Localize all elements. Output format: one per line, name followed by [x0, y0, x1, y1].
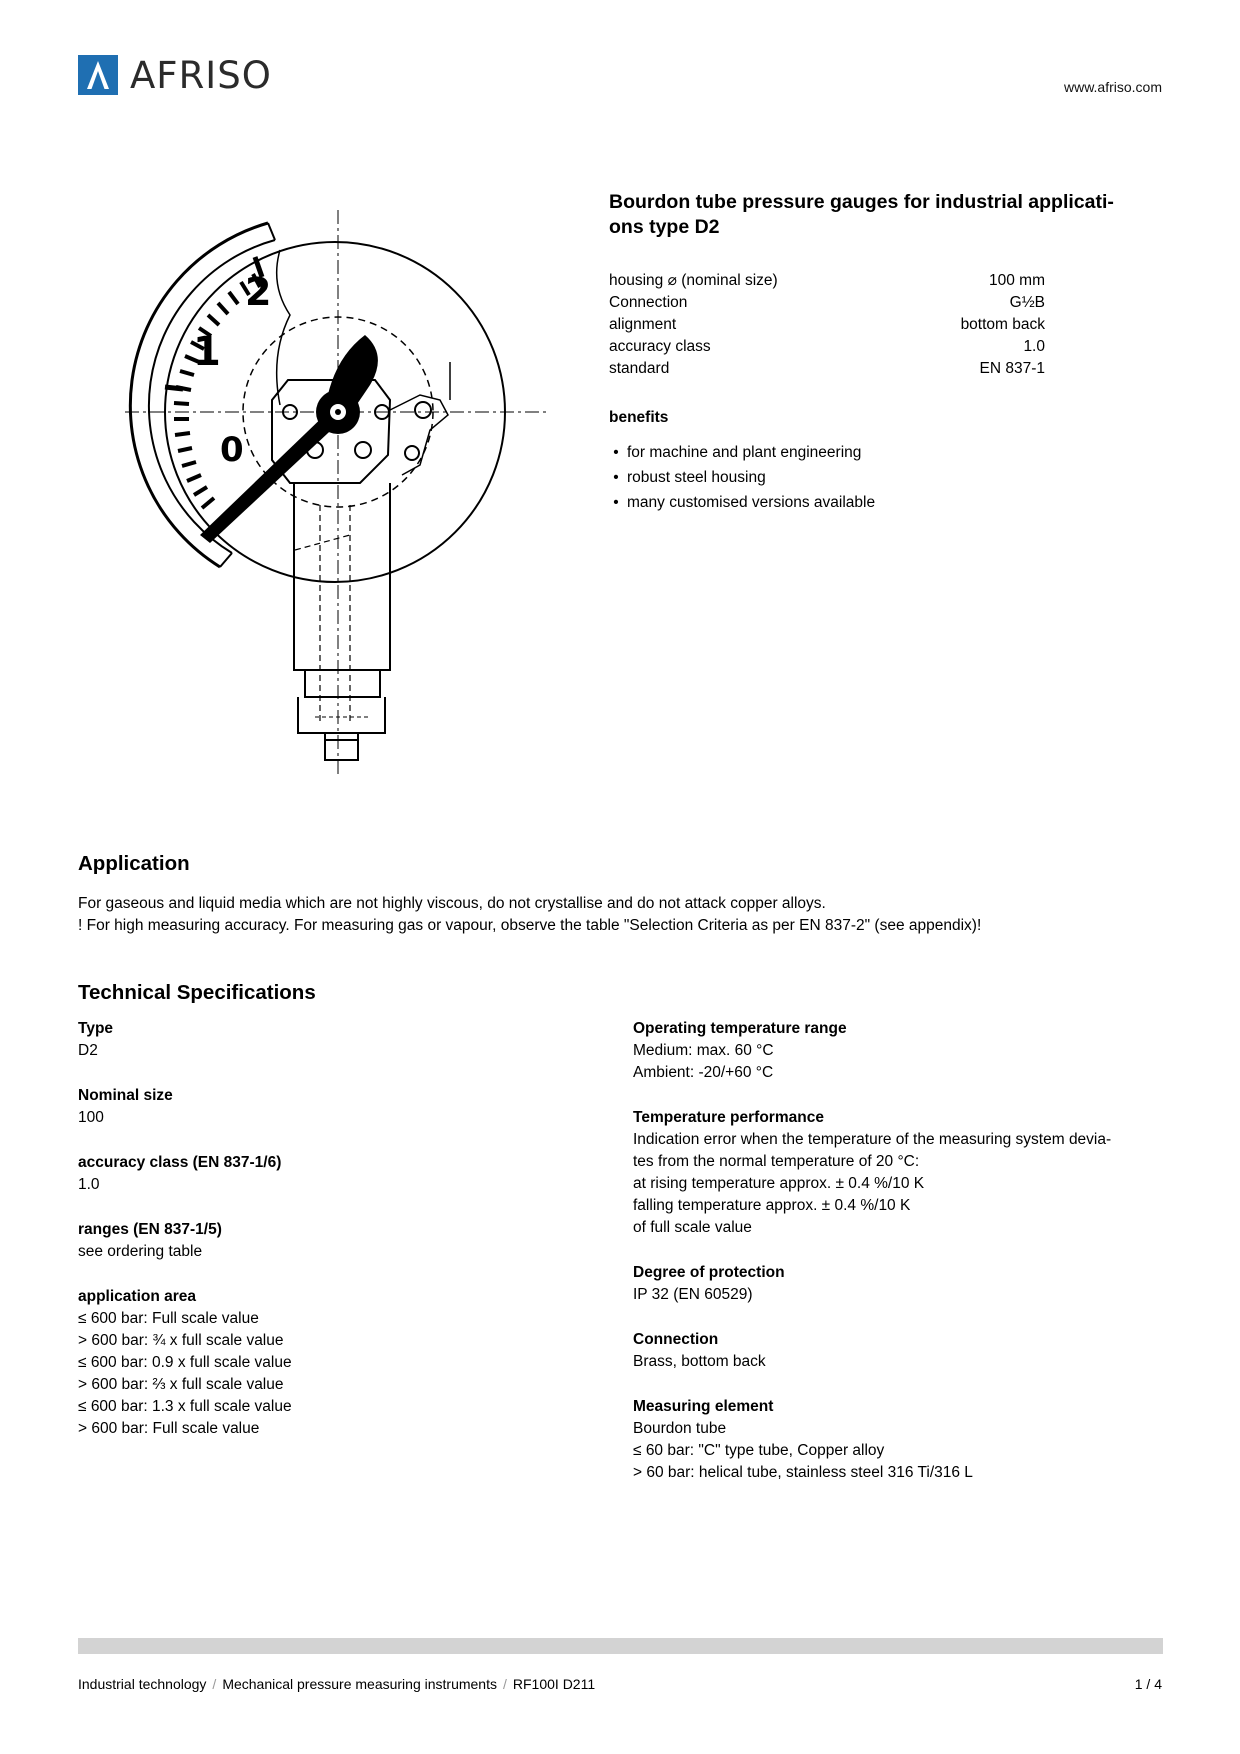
spec-value: bottom back [960, 316, 1045, 333]
product-title-line-1: Bourdon tube pressure gauges for industrial applicati- [609, 191, 1114, 213]
spec-value: EN 837-1 [979, 360, 1045, 377]
benefit-item: • many customised versions available [609, 490, 875, 515]
spec-block-value: IP 32 (EN 60529) [633, 1286, 753, 1303]
spec-label: accuracy class [609, 338, 711, 355]
spec-block-value: ≤ 600 bar: Full scale value [78, 1310, 259, 1327]
application-note: ! For high measuring accuracy. For measuring gas or vapour, observe the table "Selection Criteria as per EN 837-2" (see appendix)! [78, 917, 982, 934]
spec-value: G½B [1009, 294, 1045, 311]
benefits-list [609, 440, 875, 515]
spec-block-label: application area [78, 1288, 197, 1305]
application-heading: Application [78, 852, 190, 875]
spec-block-value: Ambient: -20/+60 °C [633, 1064, 774, 1081]
spec-block-degree-of-protection [633, 1262, 1153, 1306]
gauge-drawing [120, 205, 560, 775]
benefit-item: • robust steel housing [609, 465, 875, 490]
spec-block-measuring-element [633, 1396, 1153, 1484]
spec-block-label: Type [78, 1020, 114, 1037]
spec-block-value: > 600 bar: ¾ x full scale value [78, 1332, 284, 1349]
spec-block-value: at rising temperature approx. ± 0.4 %/10 K [633, 1175, 925, 1192]
benefits-heading: benefits [609, 409, 669, 426]
spec-block-type [78, 1018, 558, 1062]
spec-block-label: accuracy class (EN 837-1/6) [78, 1154, 282, 1171]
scale-label-1: 1 [193, 329, 221, 375]
application-text [78, 893, 1168, 937]
spec-label: housing ⌀ (nominal size) [609, 272, 778, 289]
spec-block-value: see ordering table [78, 1243, 203, 1260]
breadcrumb-separator: / [503, 1676, 507, 1692]
spec-block-value: > 600 bar: ⅔ x full scale value [78, 1376, 284, 1393]
spec-row [609, 270, 1045, 292]
key-specs-table [609, 270, 1045, 380]
application-line: For gaseous and liquid media which are not highly viscous, do not crystallise and do not attack copper alloys. [78, 895, 826, 912]
afriso-logo-icon [78, 55, 118, 95]
spec-block-label: Measuring element [633, 1398, 774, 1415]
spec-block-temperature-performance [633, 1107, 1153, 1239]
benefit-item: • for machine and plant engineering [609, 440, 875, 465]
product-title [609, 190, 1169, 240]
spec-block-label: Temperature performance [633, 1109, 824, 1126]
spec-block-value: Indication error when the temperature of the measuring system devia- [633, 1131, 1112, 1148]
scale-label-2: 2 [245, 270, 272, 314]
breadcrumb-separator: / [212, 1676, 217, 1692]
spec-block-label: ranges (EN 837-1/5) [78, 1221, 222, 1238]
spec-block-value: > 60 bar: helical tube, stainless steel 316 Ti/316 L [633, 1464, 973, 1481]
spec-block-value: Brass, bottom back [633, 1353, 766, 1370]
footer-divider-bar [78, 1638, 1163, 1654]
spec-row [609, 358, 1045, 380]
footer-breadcrumb [78, 1676, 595, 1692]
spec-block-ranges [78, 1219, 558, 1263]
spec-block-value: Bourdon tube [633, 1420, 727, 1437]
specs-left-column [78, 1018, 558, 1463]
spec-block-label: Degree of protection [633, 1264, 785, 1281]
spec-block-application-area [78, 1286, 558, 1440]
spec-block-value: falling temperature approx. ± 0.4 %/10 K [633, 1197, 911, 1214]
spec-block-value: ≤ 60 bar: "C" type tube, Copper alloy [633, 1442, 885, 1459]
spec-value: 100 mm [989, 272, 1045, 289]
spec-block-value: tes from the normal temperature of 20 °C: [633, 1153, 920, 1170]
spec-block-value: 100 [78, 1109, 104, 1126]
breadcrumb-item: Industrial technology [78, 1676, 207, 1692]
spec-label: alignment [609, 316, 677, 333]
spec-block-label: Nominal size [78, 1087, 173, 1104]
spec-block-value: ≤ 600 bar: 0.9 x full scale value [78, 1354, 292, 1371]
page-number: 1 / 4 [1134, 1676, 1162, 1692]
technical-specifications-heading: Technical Specifications [78, 981, 316, 1004]
scale-label-0: 0 [220, 430, 244, 470]
spec-row [609, 336, 1045, 358]
specs-right-column [633, 1018, 1153, 1507]
spec-block-value: 1.0 [78, 1176, 100, 1193]
product-title-line-2: ons type D2 [609, 216, 720, 238]
spec-row [609, 314, 1045, 336]
spec-block-nominal-size [78, 1085, 558, 1129]
breadcrumb-item: RF100I D211 [512, 1676, 596, 1692]
spec-block-value: ≤ 600 bar: 1.3 x full scale value [78, 1398, 292, 1415]
spec-label: Connection [609, 294, 688, 311]
spec-value: 1.0 [1023, 338, 1045, 355]
spec-block-connection [633, 1329, 1153, 1373]
brand-logo [78, 55, 308, 97]
breadcrumb-item: Mechanical pressure measuring instruments [222, 1676, 497, 1692]
spec-block-value: of full scale value [633, 1219, 752, 1236]
spec-block-label: Operating temperature range [633, 1020, 847, 1037]
spec-block-value: > 600 bar: Full scale value [78, 1420, 260, 1437]
brand-name: AFRISO [130, 54, 272, 97]
spec-block-operating-temperature [633, 1018, 1153, 1084]
spec-label: standard [609, 360, 670, 377]
spec-row [609, 292, 1045, 314]
spec-block-label: Connection [633, 1331, 719, 1348]
website-link[interactable]: www.afriso.com [1063, 79, 1162, 95]
spec-block-accuracy-class [78, 1152, 558, 1196]
spec-block-value: Medium: max. 60 °C [633, 1042, 774, 1059]
spec-block-value: D2 [78, 1042, 98, 1059]
